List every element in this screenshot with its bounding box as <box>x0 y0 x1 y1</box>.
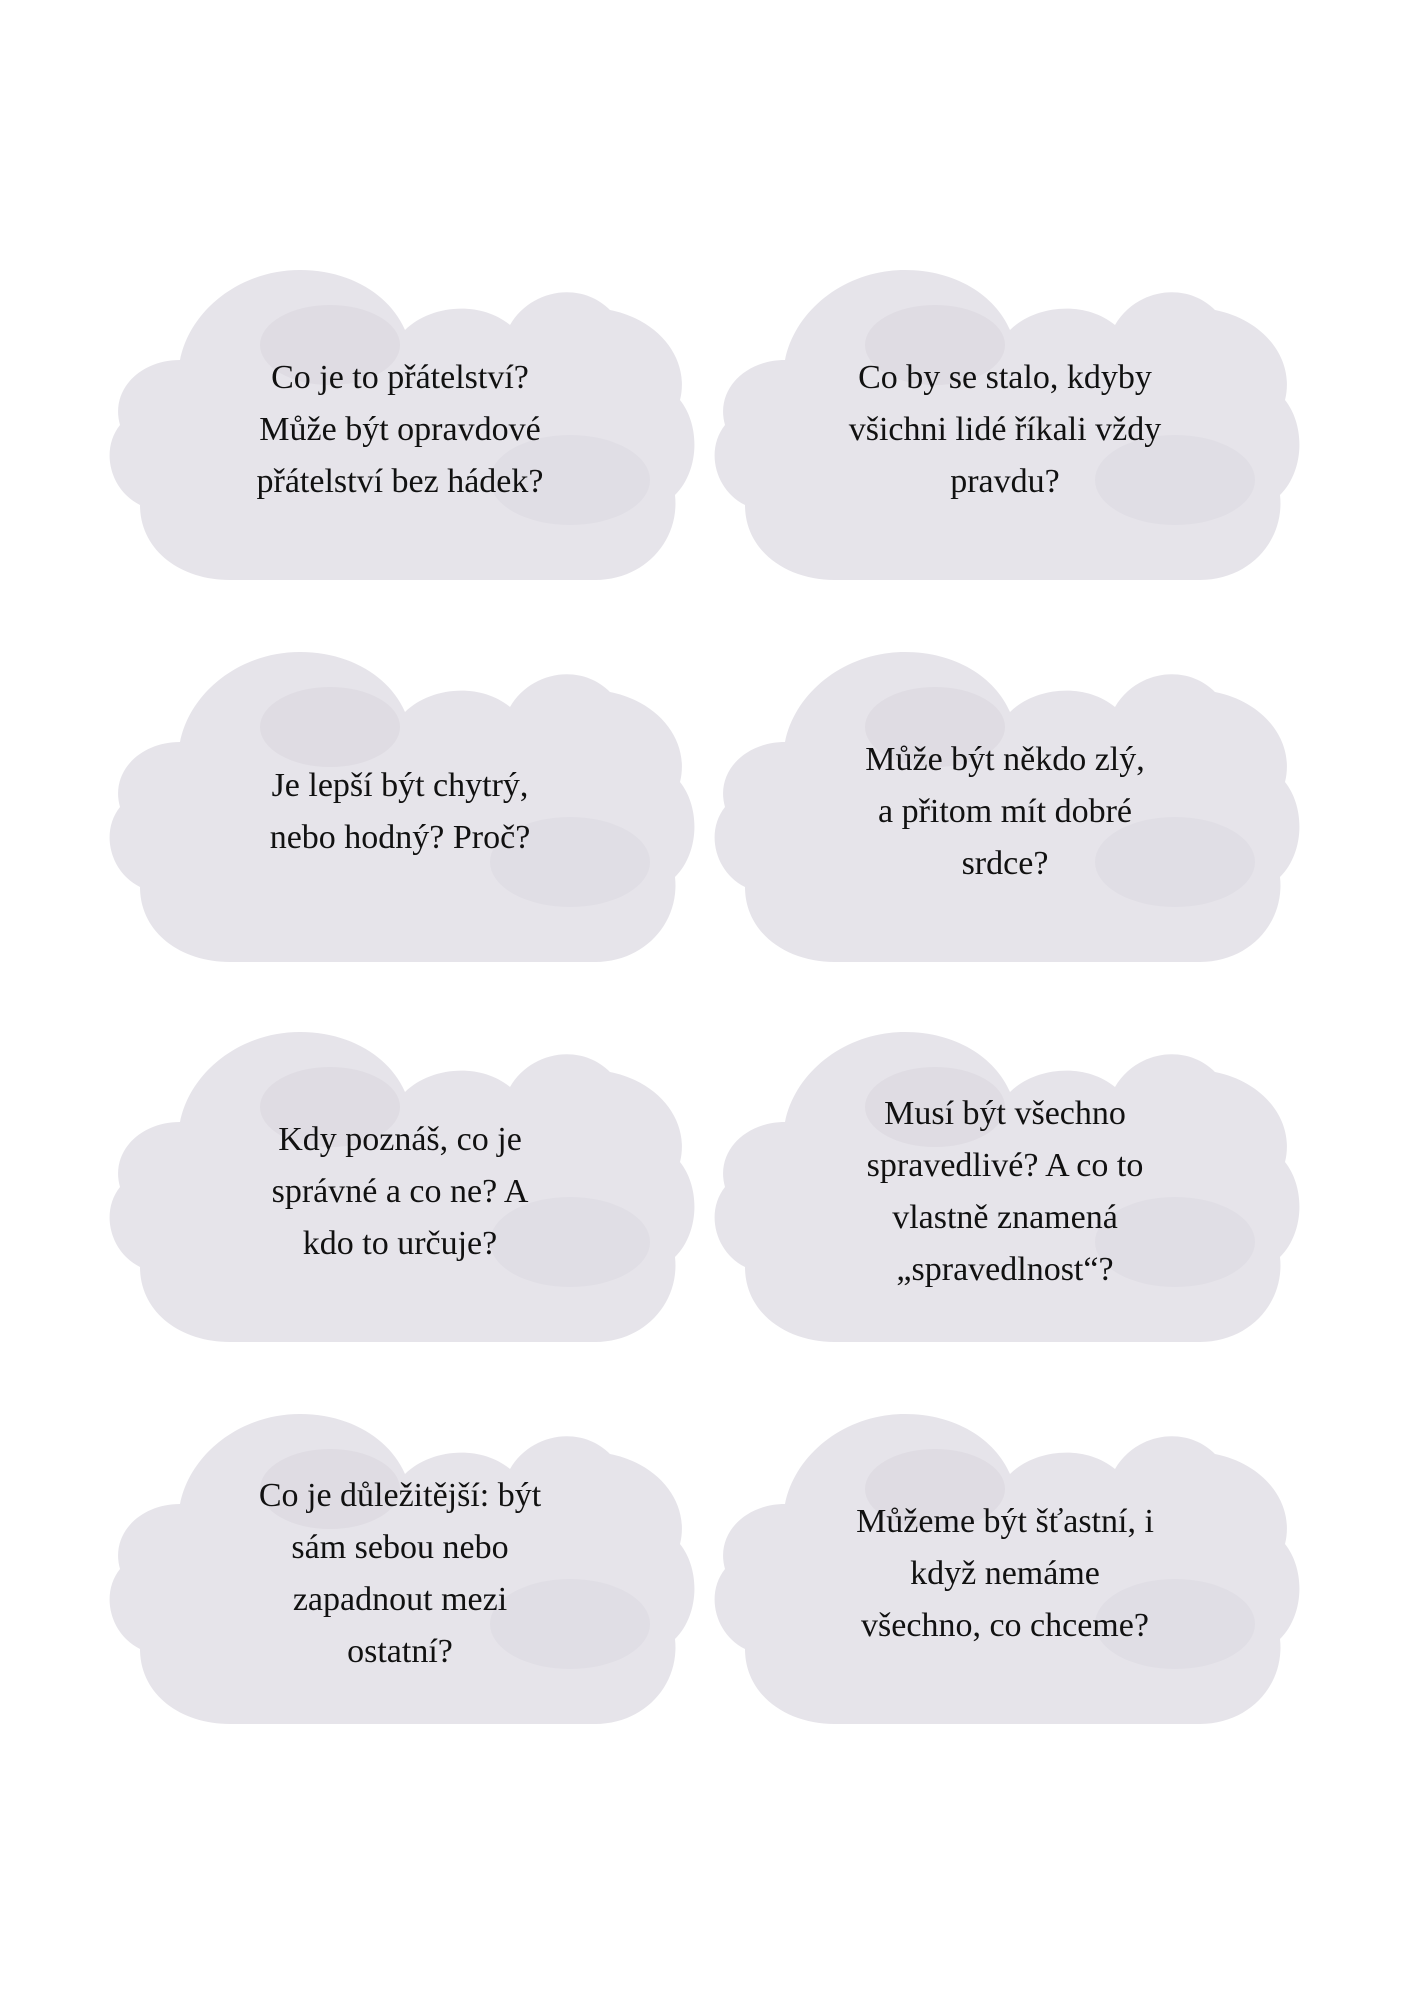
cloud-card-4 <box>705 632 1305 992</box>
card-question-text: Musí být všechno spravedlivé? A co to vlastně znamená „spravedlnost“? <box>866 1095 1144 1288</box>
card-question-text: Co je důležitější: být sám sebou nebo zapadnout mezi ostatní? <box>258 1477 542 1670</box>
cloud-card-6 <box>705 1012 1305 1372</box>
cloud-card-1 <box>100 250 700 610</box>
cloud-card-2 <box>705 250 1305 610</box>
cloud-card-8 <box>705 1394 1305 1754</box>
card-question-text: Můžeme být šťastní, i když nemáme všechno, co chceme? <box>856 1503 1154 1644</box>
card-question-text: Může být někdo zlý, a přitom mít dobré srdce? <box>865 741 1145 882</box>
cloud-card-3 <box>100 632 700 992</box>
card-question-text: Je lepší být chytrý, nebo hodný? Proč? <box>269 767 531 856</box>
cloud-card-5 <box>100 1012 700 1372</box>
card-question-text: Co by se stalo, kdyby všichni lidé říkali vždy pravdu? <box>848 359 1162 500</box>
card-question-text: Co je to přátelství? Může být opravdové přátelství bez hádek? <box>256 359 544 500</box>
cloud-card-7 <box>100 1394 700 1754</box>
card-question-text: Kdy poznáš, co je správné a co ne? A kdo to určuje? <box>271 1121 529 1262</box>
